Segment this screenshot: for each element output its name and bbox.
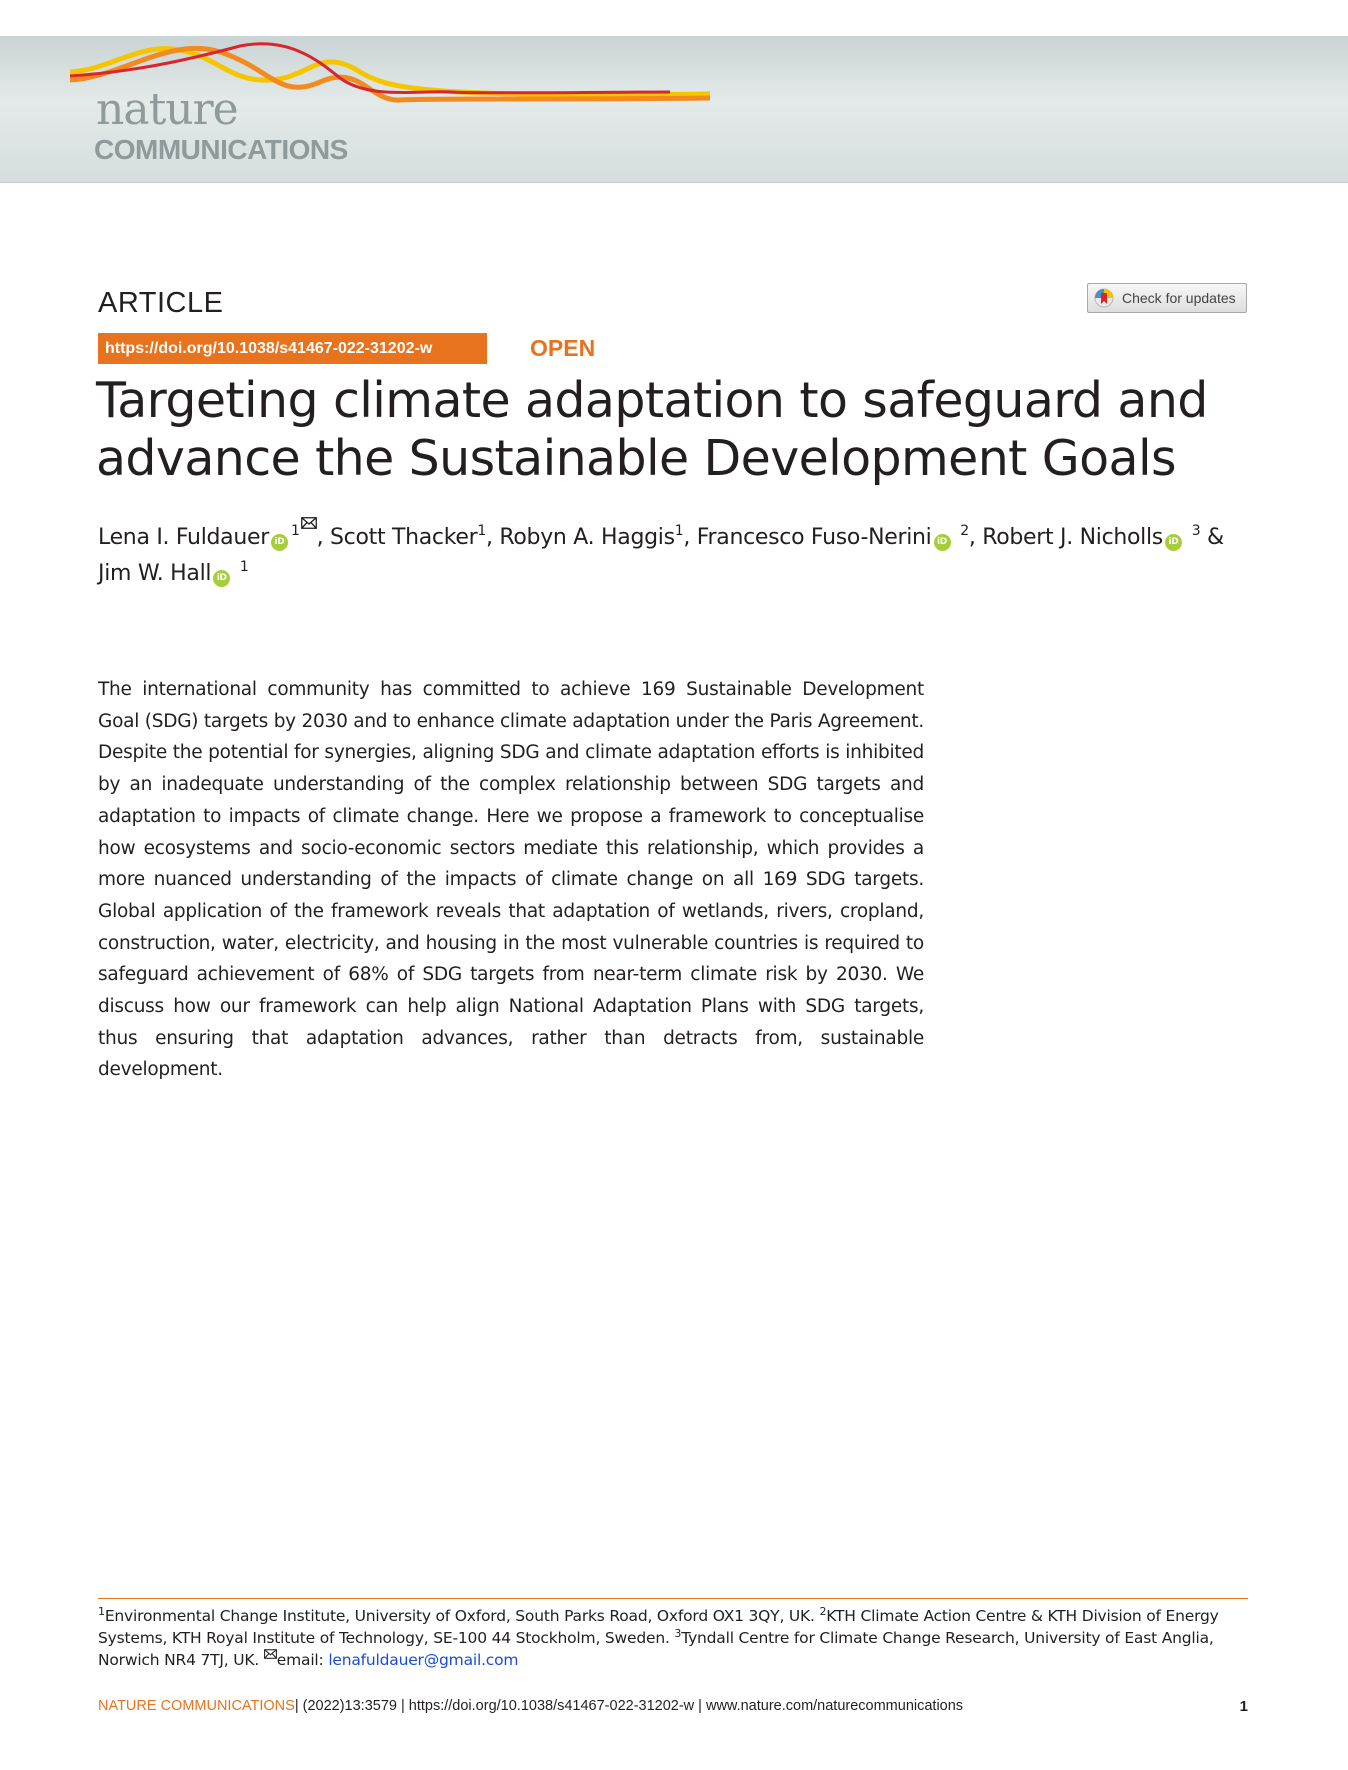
author-separator: ,: [316, 525, 324, 550]
journal-masthead: [0, 36, 1348, 183]
envelope-icon[interactable]: [301, 517, 317, 529]
logo-nature-wordmark: nature: [96, 84, 238, 135]
author-affiliation-marker: 1: [674, 523, 684, 539]
open-access-label: OPEN: [530, 335, 596, 361]
affiliation-text: Tyndall Centre for Climate Change Research, University of East Anglia, Norwich NR4 7TJ, UK.: [98, 1629, 1214, 1669]
author-affiliation-marker: 1: [291, 523, 317, 539]
check-for-updates-label: Check for updates: [1122, 290, 1236, 306]
author-name[interactable]: Robyn A. Haggis: [499, 525, 675, 550]
email-label: email:: [276, 1651, 324, 1669]
footer-citation: | (2022)13:3579 | https://doi.org/10.1038/s41467-022-31202-w | www.nature.com/naturecommunications: [294, 1698, 964, 1714]
affiliation-number: 2: [819, 1605, 827, 1618]
page-number: 1: [1239, 1698, 1248, 1715]
author-affiliation-marker: 3: [1191, 523, 1201, 539]
author-affiliation-marker: 1: [239, 559, 249, 575]
crossmark-icon: [1094, 288, 1114, 308]
abstract: The international community has committed to achieve 169 Sustainable Development Goal (SDG) targets by 2030 and to enhance climate adaptation under the Paris Agreement. Despite the potential for synergies, aligning SDG and climate adaptation efforts is inhibited by an inadequate understanding of the complex relationship between SDG targets and adaptation to impacts of climate change. Here we propose a framework to conceptualise how ecosystems and socio-economic sectors mediate this relationship, which provides a more nuanced understanding of the impacts of climate change on all 169 SDG targets. Global application of the framework reveals that adaptation of wetlands, rivers, cropland, construction, water, electricity, and housing in the most vulnerable countries is required to safeguard achievement of 68% of SDG targets from near-term climate risk by 2030. We discuss how our framework can help align National Adaptation Plans with SDG targets, thus ensuring that adaptation advances, rather than detracts from, sustainable development.: [98, 679, 924, 1081]
orcid-icon[interactable]: iD: [213, 570, 230, 587]
doi-link[interactable]: https://doi.org/10.1038/s41467-022-31202-w: [98, 333, 487, 364]
author-name[interactable]: Francesco Fuso-Nerini: [696, 525, 932, 550]
email-link[interactable]: lenafuldauer@gmail.com: [328, 1651, 519, 1669]
author-affiliation-marker: 2: [960, 523, 969, 539]
title-line-2: advance the Sustainable Development Goals: [96, 430, 1176, 487]
affiliations-footnote: [98, 1605, 1250, 1671]
author-list: [98, 517, 1258, 592]
check-for-updates-button[interactable]: [1087, 283, 1247, 313]
affiliation-text: KTH Climate Action Centre & KTH Division of Energy Systems, KTH Royal Institute of Technology, SE-100 44 Stockholm, Sweden.: [98, 1607, 1219, 1647]
author-name[interactable]: Lena I. Fuldauer: [98, 525, 269, 550]
page-footer: [98, 1698, 1248, 1714]
envelope-icon: [264, 1649, 277, 1662]
author-affiliation-marker: 1: [477, 523, 486, 539]
author-separator: ,: [683, 525, 691, 550]
footer-journal-name: NATURE COMMUNICATIONS: [98, 1698, 295, 1714]
affiliation-text: Environmental Change Institute, University of Oxford, South Parks Road, Oxford OX1 3QY, UK.: [104, 1607, 815, 1625]
author-separator: ,: [968, 525, 976, 550]
author-conjunction: &: [1207, 525, 1224, 550]
affiliation-number: 1: [98, 1605, 105, 1618]
logo-communications-wordmark: COMMUNICATIONS: [94, 134, 348, 165]
author-name[interactable]: Robert J. Nicholls: [982, 525, 1163, 550]
orcid-icon[interactable]: iD: [271, 534, 288, 551]
article-type-label: ARTICLE: [98, 287, 224, 319]
author-name[interactable]: Jim W. Hall: [98, 561, 212, 586]
title-line-1: Targeting climate adaptation to safeguard and: [96, 372, 1208, 429]
author-name[interactable]: Scott Thacker: [330, 525, 478, 550]
affiliation-number: 3: [674, 1627, 682, 1640]
orcid-icon[interactable]: iD: [934, 534, 951, 551]
footnote-divider: [98, 1598, 1248, 1599]
author-separator: ,: [485, 525, 493, 550]
orcid-icon[interactable]: iD: [1165, 534, 1182, 551]
article-title: [96, 372, 1276, 488]
